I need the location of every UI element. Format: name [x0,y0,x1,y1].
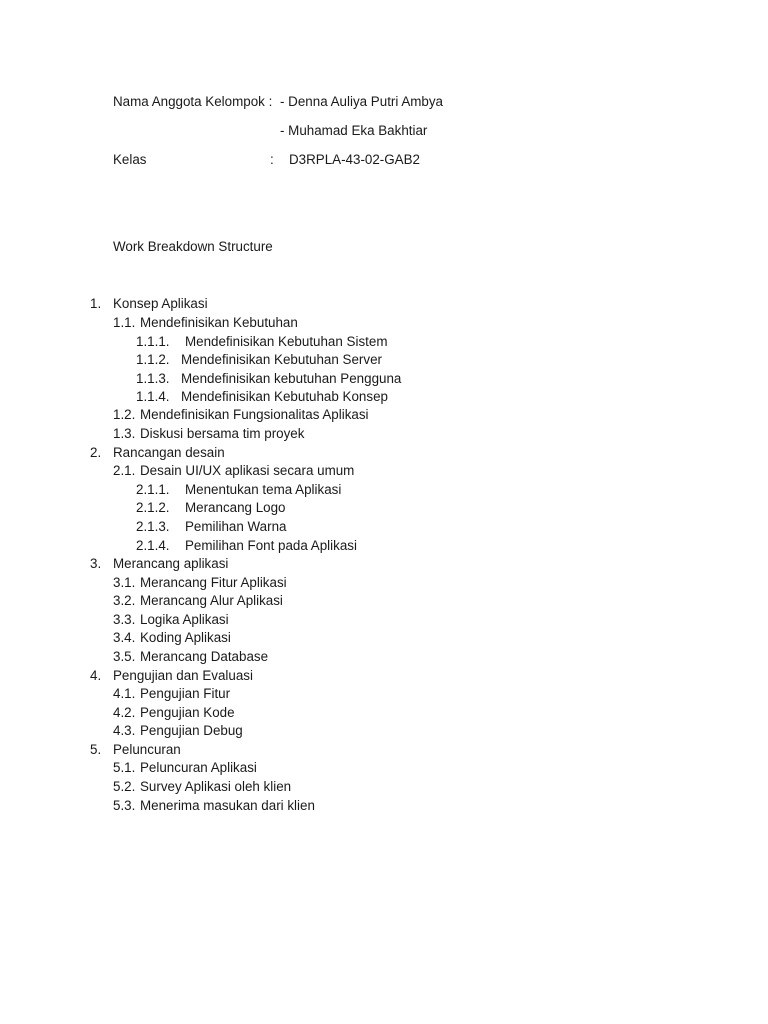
wbs-number: 2.1.3. [136,519,170,534]
wbs-text: Mendefinisikan kebutuhan Pengguna [181,371,402,386]
wbs-text: Pemilihan Font pada Aplikasi [185,538,357,553]
wbs-number: 4.3. [113,723,136,738]
wbs-text: Pengujian Fitur [140,686,231,701]
wbs-number: 3.4. [113,630,136,645]
wbs-number: 3. [90,556,102,571]
members-separator: : [268,94,273,109]
wbs-number: 4.1. [113,686,136,701]
wbs-text: Merancang Database [140,649,269,664]
wbs-text: Diskusi bersama tim proyek [140,426,305,441]
wbs-text: Pengujian dan Evaluasi [113,668,253,683]
wbs-number: 1.1.4. [136,389,170,404]
wbs-number: 1. [90,296,102,311]
wbs-text: Mendefinisikan Kebutuhan Server [181,352,382,367]
wbs-number: 2. [90,445,102,460]
members-label: Nama Anggota Kelompok [113,94,265,109]
wbs-text: Pengujian Debug [140,723,243,738]
wbs-text: Merancang Alur Aplikasi [140,593,283,608]
wbs-text: Merancang aplikasi [113,556,229,571]
wbs-text: Mendefinisikan Fungsionalitas Aplikasi [140,407,369,422]
member-1: - Denna Auliya Putri Ambya [280,94,444,109]
wbs-text: Mendefinisikan Kebutuhab Konsep [181,389,388,404]
wbs-number: 4. [90,668,102,683]
wbs-number: 4.2. [113,705,136,720]
class-separator: : [270,152,274,167]
wbs-number: 2.1. [113,463,136,478]
wbs-text: Pengujian Kode [140,705,235,720]
wbs-number: 1.1.2. [136,352,170,367]
member-2: - Muhamad Eka Bakhtiar [280,123,428,138]
wbs-text: Menerima masukan dari klien [140,798,315,813]
wbs-text: Rancangan desain [113,445,225,460]
wbs-number: 3.3. [113,612,136,627]
wbs-number: 5. [90,742,102,757]
wbs-text: Peluncuran Aplikasi [140,760,257,775]
wbs-number: 3.5. [113,649,136,664]
wbs-number: 1.1. [113,315,136,330]
wbs-number: 2.1.2. [136,500,170,515]
wbs-number: 3.2. [113,593,136,608]
wbs-number: 1.3. [113,426,136,441]
wbs-number: 2.1.4. [136,538,170,553]
wbs-text: Merancang Fitur Aplikasi [140,575,287,590]
class-label: Kelas [113,152,147,167]
wbs-text: Pemilihan Warna [185,519,287,534]
class-value: D3RPLA-43-02-GAB2 [289,152,420,167]
wbs-text: Survey Aplikasi oleh klien [140,779,292,794]
wbs-text: Konsep Aplikasi [113,296,208,311]
wbs-text: Desain UI/UX aplikasi secara umum [140,463,355,478]
wbs-number: 1.1.3. [136,371,170,386]
wbs-number: 5.3. [113,798,136,813]
wbs-text: Mendefinisikan Kebutuhan [140,315,298,330]
wbs-number: 1.2. [113,407,136,422]
members-row [113,94,272,110]
wbs-text: Koding Aplikasi [140,630,231,645]
wbs-text: Logika Aplikasi [140,612,229,627]
wbs-number: 5.2. [113,779,136,794]
wbs-number: 2.1.1. [136,482,170,497]
wbs-text: Mendefinisikan Kebutuhan Sistem [185,334,388,349]
wbs-text: Menentukan tema Aplikasi [185,482,342,497]
wbs-number: 5.1. [113,760,136,775]
wbs-text: Merancang Logo [185,500,286,515]
wbs-text: Peluncuran [113,742,181,757]
wbs-number: 1.1.1. [136,334,170,349]
document-title: Work Breakdown Structure [113,239,273,254]
wbs-number: 3.1. [113,575,136,590]
